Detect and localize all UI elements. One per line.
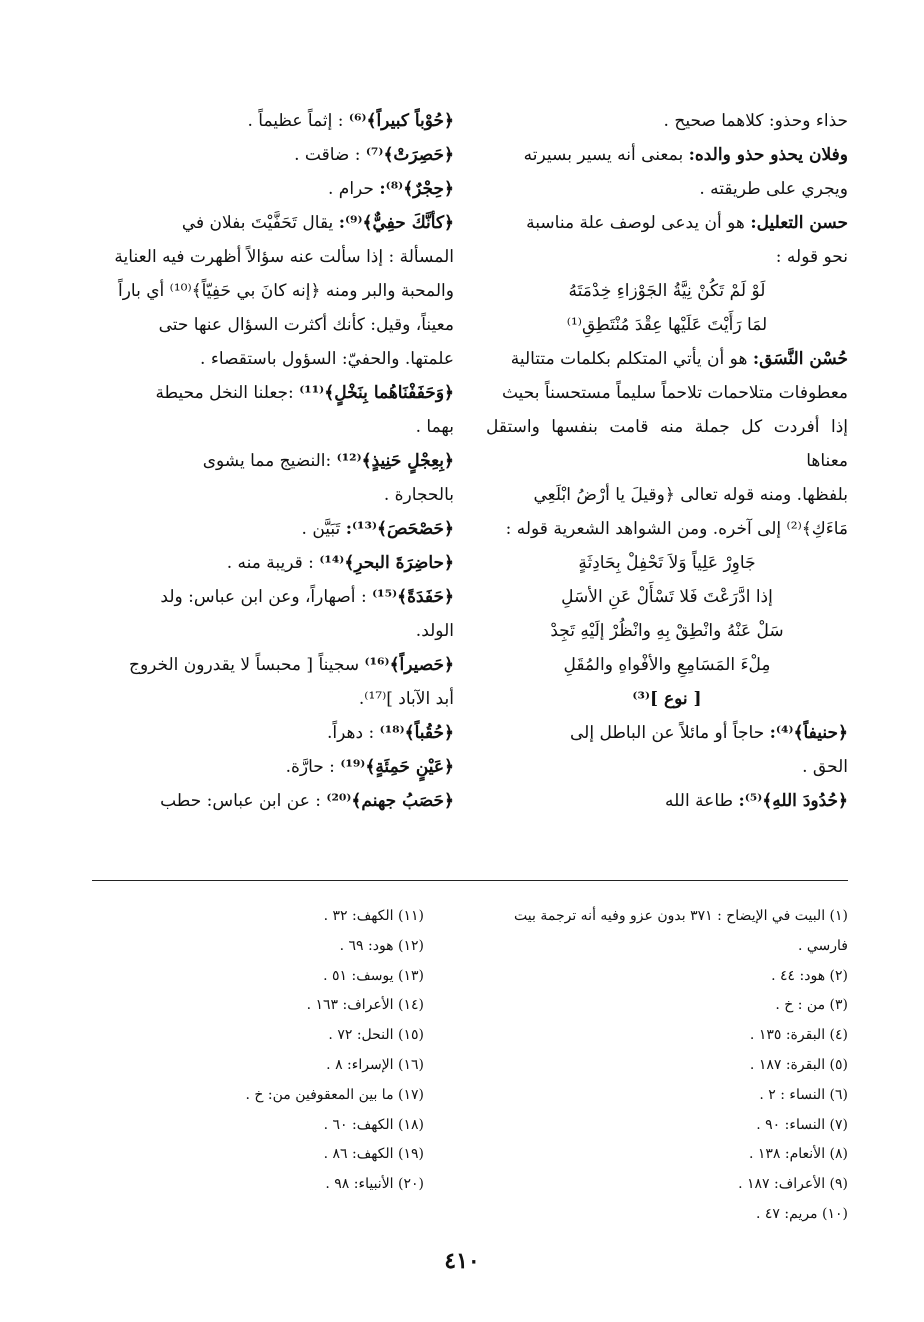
section-heading: [ نوع ]⁽³⁾ — [632, 689, 702, 709]
footnote: (٦) النساء : ٢ . — [759, 1086, 848, 1103]
left-column — [106, 104, 454, 818]
text-line: ﴿بِعِجْلٍ حَنِيذٍ﴾⁽¹²⁾ :النضيج مما يشوى — [202, 451, 454, 471]
page-number: ٤١٠ — [444, 1248, 480, 1274]
text-line: معيناً، وقيل: كأنك أكثرت السؤال عنها حتى — [158, 315, 454, 335]
text-line: ﴿حُقُباً﴾⁽¹⁸⁾ : دهراً. — [327, 723, 454, 743]
verse-line: سَلْ عَنْهُ وانْطِقْ بِهِ وانْظُرْ إلَيْهِ تَجِدْ — [550, 621, 784, 641]
text-line: وفلان يحذو حذو والده: بمعنى أنه يسير بسيرته — [523, 145, 848, 165]
verse-line: لَوْ لَمْ تَكُنْ نِيَّةُ الجَوْزاءِ خِدْمَتَهُ — [568, 281, 766, 301]
text-line: ﴿حنيفاً﴾⁽⁴⁾: حاجاً أو مائلاً عن الباطل إلى — [569, 723, 848, 743]
verse-line: جَاوِرْ عَلِياً وَلاَ تَحْفِلْ بِحَادِثَةٍ — [578, 553, 756, 573]
footnote: (٧) النساء: ٩٠ . — [756, 1116, 848, 1133]
footnote: (١٩) الكهف: ٨٦ . — [323, 1146, 424, 1163]
footnote: (١٧) ما بين المعقوفين من: خ . — [245, 1086, 424, 1103]
text-line: الولد. — [415, 621, 454, 641]
text-line: بلفظها. ومنه قوله تعالى ﴿وقيلَ يا أرْضُ ابْلَعِي — [533, 485, 848, 505]
text-line: الحق . — [802, 757, 848, 777]
footnote: (١) البيت في الإيضاح : ٣٧١ بدون عزو وفيه أنه ترجمة بيت — [514, 908, 848, 924]
text-line: علمتها. والحفيّ: السؤول باستقصاء . — [200, 349, 454, 369]
text-line: ﴿حَفَدَةً﴾⁽¹⁵⁾ : أصهاراً، وعن ابن عباس: ولد — [160, 587, 454, 607]
right-column — [486, 104, 848, 818]
footnote: (١٨) الكهف: ٦٠ . — [323, 1116, 424, 1133]
text-line: حسن التعليل: هو أن يدعى لوصف علة مناسبة — [526, 213, 848, 233]
text-line: معطوفات متلاحمات تلاحماً سليماً مستحسناً بحيث — [501, 383, 848, 403]
text-line: المسألة : إذا سألت عنه سؤالاً أظهرت فيه العناية — [114, 247, 454, 267]
footnote: (٩) الأعراف: ١٨٧ . — [738, 1176, 848, 1193]
text-line: أبد الآباد ]⁽¹⁷⁾. — [358, 689, 454, 709]
footnote: (١١) الكهف: ٣٢ . — [323, 908, 424, 924]
footnote: (٢) هود: ٤٤ . — [771, 967, 848, 984]
text-line: إذا أفردت كل جملة منه قامت بنفسها واستقل معناها — [486, 417, 848, 471]
text-line: حُسْن النَّسَق: هو أن يأتي المتكلم بكلمات متتالية — [510, 349, 848, 369]
text-line: ﴿حَصَبُ جهنم﴾⁽²⁰⁾ : عن ابن عباس: حطب — [160, 791, 454, 811]
text-line: ويجري على طريقته . — [699, 179, 848, 199]
text-line: ﴿حَصيراً﴾⁽¹⁶⁾ سجيناً [ محبساً لا يقدرون الخروج — [128, 655, 454, 675]
footnote: (١٥) النحل: ٧٢ . — [328, 1027, 424, 1044]
text-line: بهما . — [415, 417, 454, 437]
footnote: (٢٠) الأنبياء: ٩٨ . — [325, 1176, 424, 1193]
text-line: ﴿حُدُودَ اللهِ﴾⁽⁵⁾: طاعة الله — [665, 791, 848, 811]
text-line: مَاءَكِ﴾⁽²⁾ إلى آخره. ومن الشواهد الشعرية قوله : — [505, 519, 848, 539]
footnote: (١٦) الإسراء: ٨ . — [326, 1056, 424, 1073]
text-line: ﴿وَحَفَفْنَاهُما بِنَخْلٍ﴾⁽¹¹⁾ :جعلنا النخل محيطة — [155, 383, 454, 403]
verse-line: لمَا رَأَيْتَ عَلَيْها عِقْدَ مُنْتَطِقِ⁽¹⁾ — [566, 315, 768, 335]
verse-line: مِلْءَ المَسَامِعِ والأفْواهِ والمُقَلِ — [563, 655, 771, 675]
text-line: ﴿حَصْحَصَ﴾⁽¹³⁾: تَبَيَّن . — [301, 519, 454, 539]
footnotes-right — [478, 902, 848, 1230]
footnote: (٣) من : خ . — [775, 997, 848, 1014]
footnote: (١٠) مريم: ٤٧ . — [756, 1205, 848, 1222]
text-line: ﴿حِجْرٌ﴾⁽⁸⁾: حرام . — [327, 179, 454, 199]
text-line: ﴿حَصِرَتْ﴾⁽⁷⁾ : ضاقت . — [294, 145, 454, 165]
footnote: (٥) البقرة: ١٨٧ . — [749, 1056, 848, 1073]
footnote: فارسي . — [797, 937, 848, 954]
text-line: ﴿حاضِرَةَ البحرِ﴾⁽¹⁴⁾ : قريبة منه . — [226, 553, 454, 573]
text-line: حذاء وحذو: كلاهما صحيح . — [663, 111, 848, 131]
text-line: ﴿حُوْباً كبيراً﴾⁽⁶⁾ : إثماً عظيماً . — [247, 111, 454, 131]
text-line: ﴿عَيْنٍ حَمِئَةٍ﴾⁽¹⁹⁾ : حارَّة. — [285, 757, 454, 777]
text-line: نحو قوله : — [775, 247, 848, 267]
footnote: (١٣) يوسف: ٥١ . — [323, 967, 424, 984]
footnote: (٤) البقرة: ١٣٥ . — [749, 1027, 848, 1044]
text-line: والمحبة والبر ومنه ﴿إنه كانَ بي حَفِيّاً﴾⁽¹⁰⁾ أي باراً — [117, 281, 454, 301]
footnote: (٨) الأنعام: ١٣٨ . — [748, 1146, 848, 1163]
footnotes-left — [94, 902, 424, 1200]
verse-line: إذا ادَّرَعْتَ فَلا تَسْأَلْ عَنِ الأسَلِ — [561, 587, 773, 607]
text-line: ﴿كأنَّكَ حفِيٌّ﴾⁽⁹⁾: يقال تَحَفَّيْتَ بفلان في — [181, 213, 454, 233]
footnote: (١٤) الأعراف: ١٦٣ . — [306, 997, 424, 1014]
text-line: بالحجارة . — [383, 485, 454, 505]
footnote-divider — [92, 880, 848, 881]
footnote: (١٢) هود: ٦٩ . — [339, 937, 424, 954]
